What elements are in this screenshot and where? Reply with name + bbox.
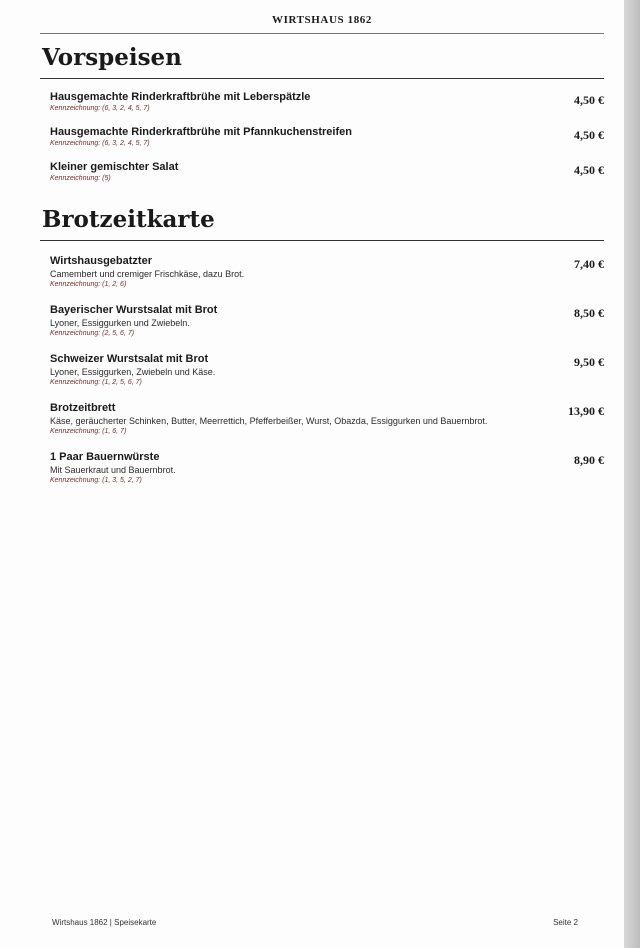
header-divider xyxy=(40,33,604,34)
footer-title: Wirtshaus 1862 | Speisekarte xyxy=(52,918,157,927)
item-name: Brotzeitbrett xyxy=(50,402,116,414)
menu-item xyxy=(50,352,606,388)
item-name: 1 Paar Bauernwürste xyxy=(50,451,160,463)
item-name: Schweizer Wurstsalat mit Brot xyxy=(50,353,209,365)
menu-item xyxy=(50,401,606,437)
item-price: 7,40 € xyxy=(574,257,604,271)
item-allergen-code: Kennzeichnung: (6, 3, 2, 4, 5, 7) xyxy=(50,105,150,112)
item-description: Camembert und cremiger Frischkäse, dazu Brot. xyxy=(50,269,245,279)
item-description: Mit Sauerkraut und Bauernbrot. xyxy=(50,465,176,475)
menu-item xyxy=(50,160,606,184)
item-name: Hausgemachte Rinderkraftbrühe mit Leberspätzle xyxy=(50,91,311,103)
item-name: Kleiner gemischter Salat xyxy=(50,161,179,173)
page-edge-shadow xyxy=(624,0,640,948)
item-price: 13,90 € xyxy=(568,404,604,418)
section-brotzeitkarte xyxy=(40,206,604,241)
item-price: 4,50 € xyxy=(574,93,604,107)
item-allergen-code: Kennzeichnung: (2, 5, 6, 7) xyxy=(50,330,135,337)
item-allergen-code: Kennzeichnung: (1, 2, 6) xyxy=(50,281,127,288)
item-price: 8,90 € xyxy=(574,453,604,467)
menu-item xyxy=(50,450,606,486)
menu-item xyxy=(50,254,606,290)
item-price: 4,50 € xyxy=(574,163,604,177)
item-allergen-code: Kennzeichnung: (6, 3, 2, 4, 5, 7) xyxy=(50,140,150,147)
item-allergen-code: Kennzeichnung: (5) xyxy=(50,175,111,182)
item-name: Hausgemachte Rinderkraftbrühe mit Pfannkuchenstreifen xyxy=(50,126,352,138)
section-title: Brotzeitkarte xyxy=(42,206,215,233)
item-allergen-code: Kennzeichnung: (1, 3, 5, 2, 7) xyxy=(50,477,142,484)
item-allergen-code: Kennzeichnung: (1, 2, 5, 6, 7) xyxy=(50,379,142,386)
item-description: Lyoner, Essiggurken, Zwiebeln und Käse. xyxy=(50,367,216,377)
item-price: 9,50 € xyxy=(574,355,604,369)
item-price: 8,50 € xyxy=(574,306,604,320)
section-divider xyxy=(40,78,604,79)
menu-item xyxy=(50,303,606,339)
section-divider xyxy=(40,240,604,241)
item-description: Lyoner, Essiggurken und Zwiebeln. xyxy=(50,318,190,328)
section-vorspeisen xyxy=(40,44,604,79)
item-price: 4,50 € xyxy=(574,128,604,142)
item-name: Wirtshausgebatzter xyxy=(50,255,152,267)
menu-item xyxy=(50,125,606,149)
footer-page-number: Seite 2 xyxy=(553,918,578,927)
item-allergen-code: Kennzeichnung: (1, 6, 7) xyxy=(50,428,127,435)
section-title: Vorspeisen xyxy=(42,44,182,71)
menu-item xyxy=(50,90,606,114)
item-description: Käse, geräucherter Schinken, Butter, Meerrettich, Pfefferbeißer, Wurst, Obazda, Essiggurken und Bauernbrot. xyxy=(50,416,488,426)
item-name: Bayerischer Wurstsalat mit Brot xyxy=(50,304,218,316)
header-title: WIRTSHAUS 1862 xyxy=(271,14,372,26)
